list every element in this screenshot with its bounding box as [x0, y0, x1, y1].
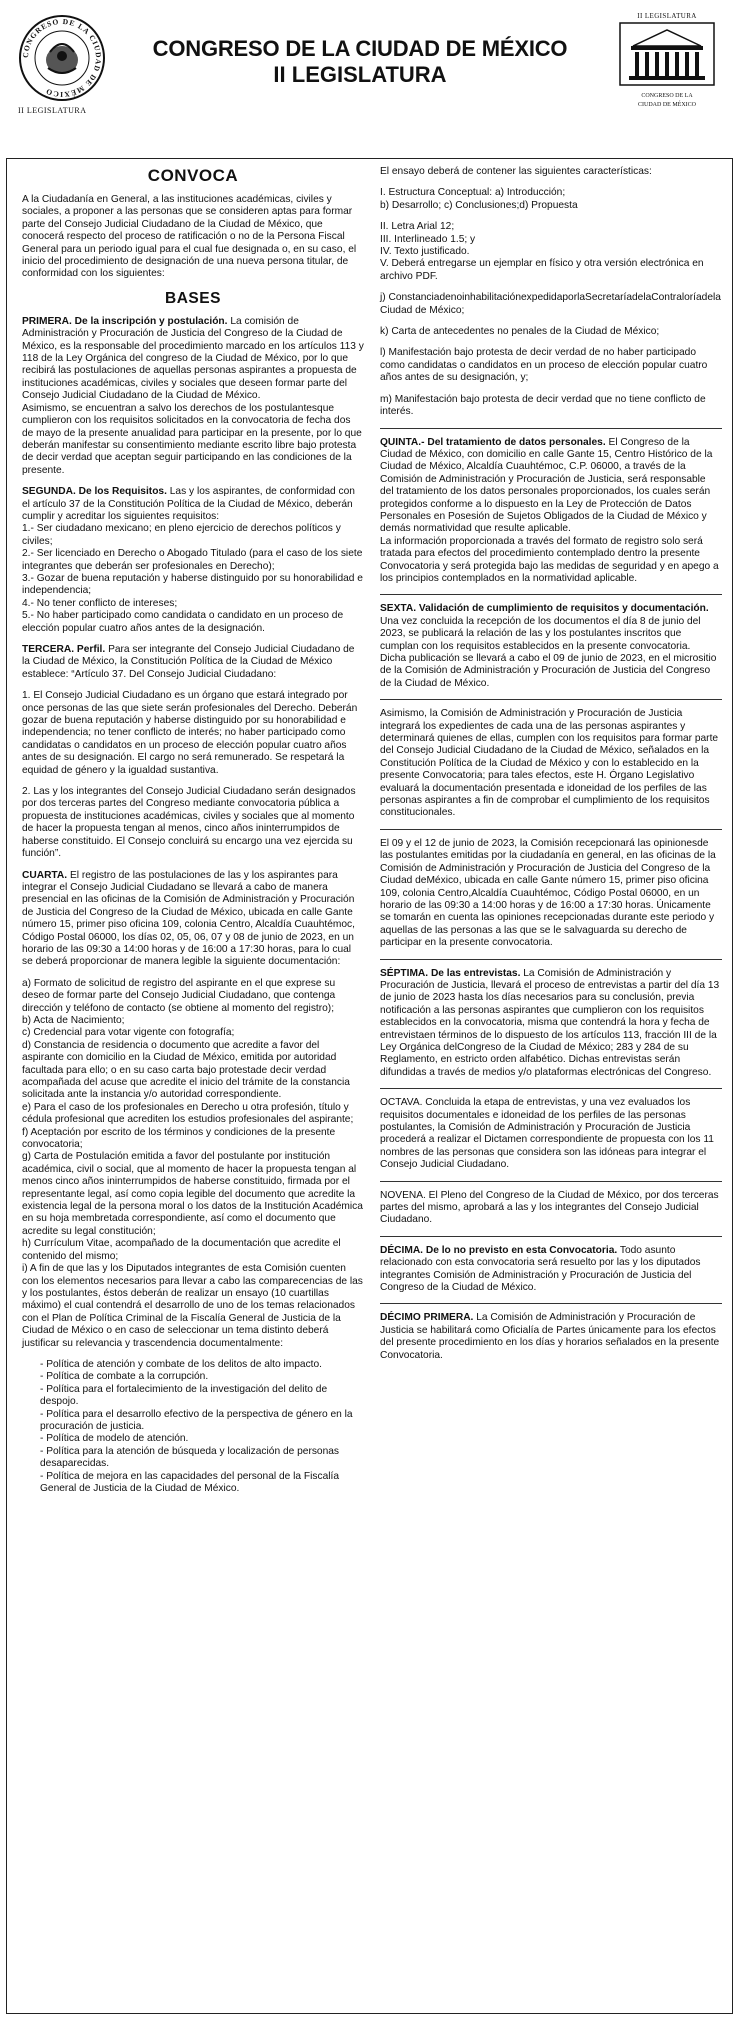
decima-primera-body: La Comisión de Administración y Procuración de Justicia se habilitará como Oficialía de Partes únicamente para los efectos del presente procedimiento en los días y horarios señalados en la presente Convocatoria. [380, 1312, 720, 1361]
segunda-item: 1.- Ser ciudadano mexicano; en pleno ejercicio de derechos políticos y civiles; [22, 523, 341, 547]
right-logo-legislature: II LEGISLATURA [637, 12, 697, 20]
item-j: j) ConstanciadenoinhabilitaciónexpedidaporlaSecretaríadelaContraloríadela Ciudad de México; [380, 292, 721, 316]
section-divider [380, 594, 722, 595]
intro-paragraph: A la Ciudadanía en General, a las instituciones académicas, civiles y sociales, a proponer a las personas que se consideren aptas para formar parte del Consejo Judicial Ciudadano de la Ciudad de México, que conocerá respecto del proceso de ratificación o no de la Persona Fiscal General para un periodo igual para el cual fue designada o, en su caso, el inicio del procedimiento de designación de una nueva persona titular, de conformidad con los siguientes: [22, 194, 357, 280]
politica-item: - Política de combate a la corrupción. [40, 1371, 209, 1383]
section-divider [380, 699, 722, 700]
cuarta-title: CUARTA. [22, 869, 68, 881]
segunda-section [22, 486, 364, 635]
ensayo-item: V. Deberá entregarse un ejemplar en físico y otra versión electrónica en archivo PDF. [380, 258, 704, 282]
cuarta-section [22, 870, 364, 969]
politica-item: - Política para el fortalecimiento de la investigación del delito de despojo. [40, 1383, 328, 1408]
segunda-item: 4.- No tener conflicto de intereses; [22, 597, 178, 609]
section-divider [380, 1303, 722, 1304]
segunda-body: Las y los aspirantes, de conformidad con el artículo 37 de la Constitución Política de la Ciudad de México, deberán cumplir y acreditar los siguientes requisitos: [22, 486, 355, 522]
primera-body: La comisión de Administración y Procuración de Justicia del Congreso de la Ciudad de México, es la responsable del procedimiento marcado en los artículos 113 y 118 de la Ley Orgánica del congreso de la Ciudad de México, por lo que recibirá las postulaciones de aquellas personas aspirantes a propuesta de instituciones académicas, civiles y sociales que deseen formar parte del Consejo Judicial Ciudadano de la Ciudad de México. [22, 315, 364, 402]
cuarta-item: d) Constancia de residencia o documento que acredite a favor del aspirante con domicilio en la Ciudad de México, emitida por autoridad facultada para ello; o en su caso carta bajo protestade decir verdad acompañada del acuse que acredite el inicio del trámite de la constancia solicitada ante la instancia y/o autoridad correspondiente. [22, 1039, 350, 1101]
segunda-title: SEGUNDA. De los Requisitos. [22, 486, 167, 498]
novena-paragraph: NOVENA. El Pleno del Congreso de la Ciudad de México, por dos terceras partes del mismo, aprobará a las y los integrantes del Consejo Judicial Ciudadano. [380, 1189, 719, 1226]
segunda-item: 5.- No haber participado como candidata o candidato en un proceso de elección popular cuatro años antes de la designación. [22, 610, 344, 634]
cuarta-item: g) Carta de Postulación emitida a favor del postulante por institución académica, civil o social, que al momento de hacer la propuesta tengan al menos cinco años ininterrumpidos de haberse constituido, firmada por el representante legal, así como copia legible del documento que acredite la existencia legal de la persona moral o los datos de la Institución Académica en su hoja membretada correspondiente, así como el documento que acredite su legal constitución; [22, 1151, 363, 1237]
section-divider [380, 1236, 722, 1237]
sexta-section [380, 603, 722, 690]
quinta-section [380, 437, 722, 586]
decima-primera-title: DÉCIMO PRIMERA. [380, 1312, 474, 1324]
right-logo-caption-line2: CIUDAD DE MÉXICO [638, 102, 696, 108]
decima-primera-section [380, 1312, 722, 1362]
quinta-body-2: La información proporcionada a través del formato de registro solo será tratada para efectos del procedimiento contemplado dentro la presente Convocatoria y será protegida bajo las medidas de seguridad y en apego a los principios contemplados en la normatividad aplicable. [380, 535, 719, 584]
segunda-item: 2.- Ser licenciado en Derecho o Abogado Titulado (para el caso de los siete integrantes que deberán ser profesionales en Derecho); [22, 548, 363, 572]
politica-item: - Política para el desarrollo efectivo de la perspectiva de género en la procuración de justicia. [40, 1408, 353, 1432]
bases-heading: BASES [165, 289, 221, 307]
section-divider [380, 1181, 722, 1182]
congress-seal-logo [18, 14, 106, 102]
cuarta-item: h) Currículum Vitae, acompañado de la documentación que acredite el contenido del mismo; [22, 1238, 341, 1262]
tercera-paragraph-1: 1. El Consejo Judicial Ciudadano es un órgano que estará integrado por once personas de las que siete serán profesionales del Derecho. Deberán gozar de buena reputación y haberse distinguido por su honorabilidad e independencia; no tener conflicto de interés; no haber participado como candidatas o candidatos en un proceso de elección popular cuatro años antes de su designación. El cargo no será remunerado. Se respetará la equidad de género y la igualdad sustantiva. [22, 690, 358, 776]
segunda-item: 3.- Gozar de buena reputación y haberse distinguido por su honorabilidad e independencia; [22, 572, 363, 597]
left-column [22, 166, 364, 1495]
ensayo-item: IV. Texto justificado. [380, 246, 470, 258]
cuarta-item: c) Credencial para votar vigente con fotografía; [22, 1027, 235, 1039]
ensayo-item: b) Desarrollo; c) Conclusiones;d) Propuesta [380, 199, 578, 211]
politica-item: - Política de modelo de atención. [40, 1433, 189, 1445]
cuarta-item: a) Formato de solicitud de registro del aspirante en el que exprese su deseo de formar parte del Consejo Judicial Ciudadano, que contenga dirección y teléfono de contacto (se obtiene al momento del registro); [22, 977, 336, 1014]
ensayo-item: I. Estructura Conceptual: a) Introducción; [380, 187, 566, 199]
right-column [380, 166, 722, 1495]
ensayo-intro: El ensayo deberá de contener las siguientes características: [380, 166, 652, 177]
sexta-paragraph-4: El 09 y el 12 de junio de 2023, la Comisión recepcionará las opinionesde las postulantes emitidas por la ciudadanía en general, en las oficinas de la Comisión de Administración y Procuración de Justicia del Congreso de la Ciudad deMéxico, ubicada en calle Gante número 15, primer piso oficina 109, colonia Centro,Alcaldía Cuauhtémoc, Código Postal 06000, en un horario de las 09:30 a 14:00 horas y de 16:00 a 17:30 horas. Únicamente se tomarán en cuenta las opiniones recepcionadas durante este periodo y aquellas de las personas a las que se le salvaguarda su derecho de participar en la presente convocatoria. [380, 837, 716, 949]
legislature-building-logo [612, 12, 722, 109]
quinta-body: El Congreso de la Ciudad de México, con domicilio en calle Gante 15, Centro Histórico de la Ciudad de México, Alcaldía Cuauhtémoc, C.P. 06000, a través de la Comisión de Administración y Procuración de Justicia, será responsable del tratamiento de los datos personales proporcionados, los cuales serán protegidos conforme a lo dispuesto en la Ley de Protección de Datos Personales en Posesión de Sujetos Obligados de la Ciudad de México y demás normatividad que resulte aplicable. [380, 436, 713, 535]
masthead-subtitle: II LEGISLATURA [273, 62, 447, 87]
cuarta-items [22, 978, 364, 1350]
decima-section [380, 1245, 722, 1295]
septima-title: SÉPTIMA. De las entrevistas. [380, 967, 521, 979]
item-l: l) Manifestación bajo protesta de decir verdad de no haber participado como candidatas o candidatos en un proceso de elección popular cuatro años antes de su designación, y; [380, 347, 708, 384]
primera-section [22, 316, 364, 477]
right-logo-caption-line1: CONGRESO DE LA [641, 93, 693, 99]
sexta-body: Una vez concluida la recepción de los documentos el día 8 de junio del 2023, se publicará la relación de las y los postulantes inscritos que cumplan con los requisitos establecidos en la presente convocatoria. [380, 615, 701, 652]
building-icon [619, 22, 715, 86]
politicas-list [22, 1359, 364, 1495]
ensayo-structure [380, 187, 722, 212]
politica-item: - Política de atención y combate de los delitos de alto impacto. [40, 1358, 323, 1370]
primera-title: PRIMERA. De la inscripción y postulación. [22, 315, 228, 327]
masthead-title: CONGRESO DE LA CIUDAD DE MÉXICO [152, 36, 568, 61]
politica-item: - Política para la atención de búsqueda y localización de personas desaparecidas. [40, 1445, 340, 1470]
septima-body: La Comisión de Administración y Procuración de Justicia, llevará el proceso de entrevistas a partir del día 13 de junio de 2023 hasta los días necesarios para su conclusión, previa notificación a las personas aspirantes que cumplieron con los requisitos establecidos en la convocatoria, misma que contendrá la hora y fecha de entrevistaen términos de lo dispuesto de los artículos 113, fracción III de la Ley Orgánica delCongreso de la Ciudad de México; 283 y 284 de su Reglamento, en estricto orden alfabético. Dichas entrevistas serán difundidas a través de medios y/o plataformas electrónicas del Congreso. [380, 967, 720, 1078]
ensayo-item: II. Letra Arial 12; [380, 221, 455, 233]
sexta-title: SEXTA. Validación de cumplimiento de requisitos y documentación. [380, 603, 709, 615]
item-k: k) Carta de antecedentes no penales de la Ciudad de México; [380, 326, 660, 338]
convoca-heading: CONVOCA [147, 166, 239, 185]
section-divider [380, 428, 722, 429]
octava-paragraph: OCTAVA. Concluida la etapa de entrevistas, y una vez evaluados los requisitos documentales e idoneidad de los perfiles de las personas postulantes, la Comisión de Administración y Procuración de Justicia procederá a realizar el Dictamen correspondiente de propuesta con los 11 nombres de las personas que considera son las idóneas para integrar el Consejo Judicial Ciudadano. [380, 1097, 714, 1171]
tercera-section [22, 644, 364, 681]
decima-title: DÉCIMA. De lo no previsto en esta Convocatoria. [380, 1244, 618, 1256]
primera-body-2: Asimismo, se encuentran a salvo los derechos de los postulantesque cumplieron con los requisitos solicitados en la convocatoria de fecha dos de mayo de la presente anualidad para participar en la presente, por lo que deberán manifestar su consentimiento mediante escrito libre bajo protesta de decir verdad que aceptan seguir participando en las condiciones de la presente. [22, 402, 362, 476]
ensayo-format [380, 221, 722, 283]
tercera-title: TERCERA. Perfil. [22, 644, 106, 655]
section-divider [380, 829, 722, 830]
tercera-paragraph-2: 2. Las y los integrantes del Consejo Judicial Ciudadano serán designados por dos terceras partes del Congreso mediante convocatoria pública a propuesta de instituciones académicas, civiles y sociales que al momento de hacer la propuesta tengan al menos, cinco años ininterrumpidos de haberse constituido. El Consejo concluirá su encargo una vez ejercida su función”. [22, 786, 356, 860]
cuarta-body: El registro de las postulaciones de las y los aspirantes para integrar el Consejo Judicial Ciudadano se llevará a cabo de manera presencial en las oficinas de la Comisión de Administración y Procuración de Justicia del Congreso de la Ciudad de México, ubicada en calle Gante número 15, primer piso oficina 109, colonia Centro, Alcaldía Cuauhtémoc, Código Postal 06000, los días 02, 05, 06, 07 y 08 de junio de 2023, en un horario de las 09:30 a 14:00 horas y de 16:00 a 17:30 horas, para lo cual se deberá proporcionar de manera legible la siguiente documentación: [22, 869, 355, 968]
decima-body: Todo asunto relacionado con esta convocatoria será resuelto por las y los diputados integrantes Comisión de Administración y Procuración de Justicia del Congreso de la Ciudad de México. [380, 1244, 701, 1294]
item-m: m) Manifestación bajo protesta de decir verdad que no tiene conflicto de interés. [380, 393, 706, 418]
ensayo-item: III. Interlineado 1.5; y [380, 233, 476, 245]
body-columns [22, 166, 722, 1495]
septima-section [380, 968, 722, 1080]
sexta-paragraph-3: Asimismo, la Comisión de Administración y Procuración de Justicia integrará los expedientes de cada una de las personas aspirantes y determinará quienes de ellas, cumplen con los requisitos para formar parte del Consejo Judicial Ciudadano de la Ciudad de México, señalados en la Constitución Política de la Ciudad de México y con lo establecido en la presente Convocatoria; para tales efectos, este H. Órgano Legislativo evaluará la documentación presentada e idoneidad de los perfiles de las personas aspirantes a fin de comprobar el cumplimiento de los requisitos constitucionales. [380, 708, 719, 819]
cuarta-item: f) Aceptación por escrito de los términos y condiciones de la presente convocatoria; [22, 1126, 336, 1151]
section-divider [380, 1088, 722, 1089]
sexta-body-2: Dicha publicación se llevará a cabo el 09 de junio de 2023, en el micrositio de la Comisión de Administración y Procuración de Justicia del Congreso de la Ciudad de México. [380, 653, 717, 689]
svg-text:CONGRESO DE LA CIUDAD DE MÉXIC: CONGRESO DE LA CIUDAD DE MÉXICO [20, 16, 104, 100]
politica-item: - Política de mejora en las capacidades del personal de la Fiscalía General de Justicia de la Ciudad de México. [40, 1470, 339, 1494]
cuarta-item: i) A fin de que las y los Diputados integrantes de esta Comisión cuenten con los elementos necesarios para llevar a cabo las comparecencias de las y los postulantes, éstos deberán de realizar un ensayo (10 cuartillas máximo) el cual contendrá el desarrollo de uno de los temas relacionados con el Plan de Política Criminal de la Fiscalía General de Justicia de la Ciudad de México o en caso de seleccionar un tema distinto deberá justificar su relevancia y trascendencia documentalmente: [22, 1263, 363, 1349]
masthead [110, 36, 610, 88]
left-logo-caption: II LEGISLATURA [18, 106, 87, 115]
cuarta-item: b) Acta de Nacimiento; [22, 1014, 125, 1026]
section-divider [380, 959, 722, 960]
quinta-title: QUINTA.- Del tratamiento de datos personales. [380, 436, 606, 448]
cuarta-item: e) Para el caso de los profesionales en Derecho u otra profesión, título y cédula profesional que acrediten los estudios profesionales del aspirante; [22, 1101, 354, 1126]
tercera-body: Para ser integrante del Consejo Judicial Ciudadano de la Ciudad de México, la Constitución Política de la Ciudad de México establece: “Artículo 37. Del Consejo Judicial Ciudadano: [22, 644, 355, 680]
